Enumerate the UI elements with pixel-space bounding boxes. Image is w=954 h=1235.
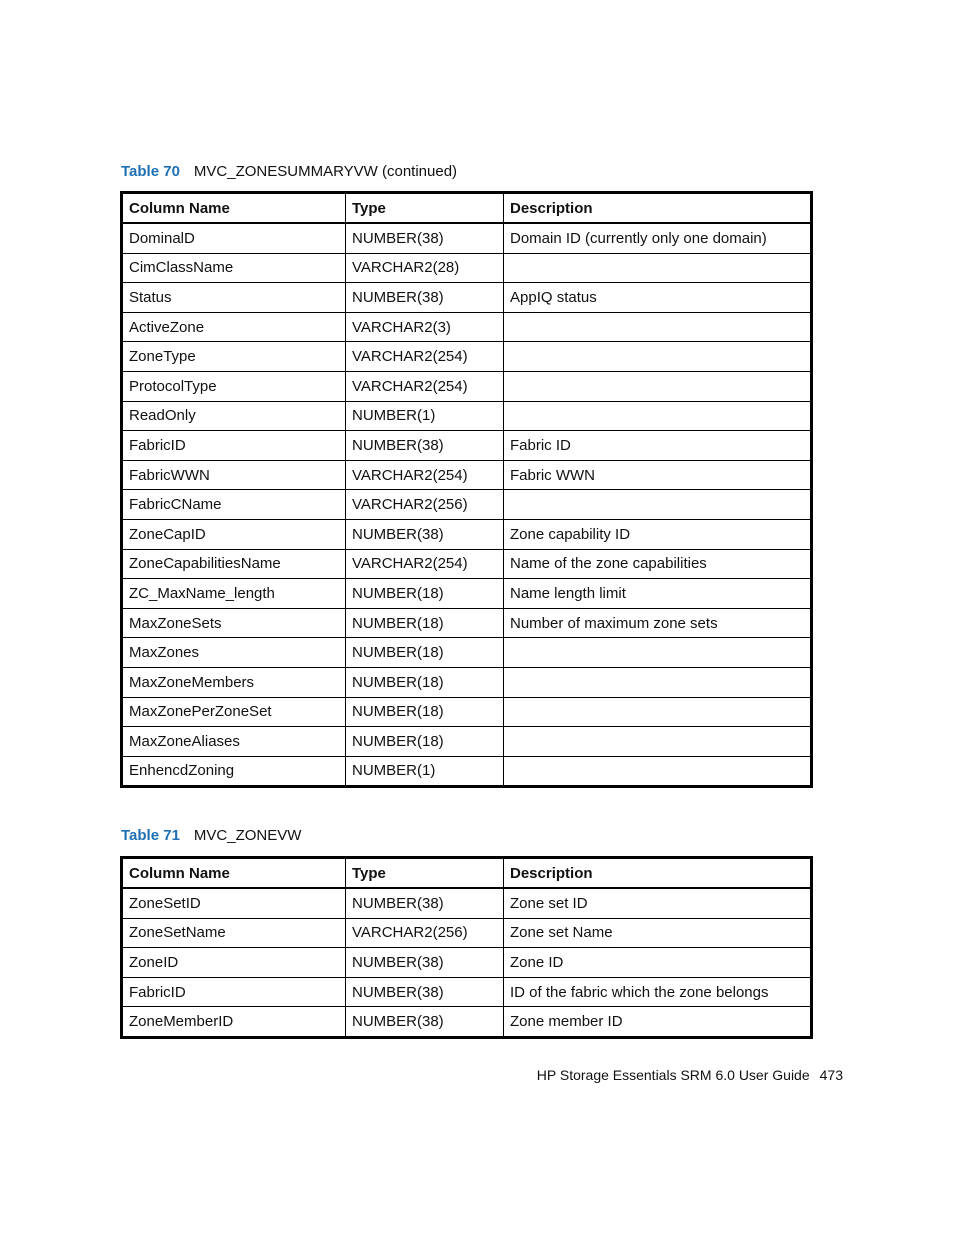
table-row xyxy=(122,697,812,727)
cell-column-name: ReadOnly xyxy=(122,401,346,431)
cell-type: VARCHAR2(256) xyxy=(346,490,504,520)
cell-type: NUMBER(38) xyxy=(346,431,504,461)
table-row xyxy=(122,253,812,283)
cell-column-name: CimClassName xyxy=(122,253,346,283)
page-footer xyxy=(537,1067,843,1083)
cell-description: Zone capability ID xyxy=(504,519,812,549)
cell-type: NUMBER(1) xyxy=(346,401,504,431)
column-header-description: Description xyxy=(504,193,812,224)
cell-description: Fabric ID xyxy=(504,431,812,461)
cell-column-name: ZoneCapID xyxy=(122,519,346,549)
table-row xyxy=(122,756,812,787)
cell-type: VARCHAR2(254) xyxy=(346,371,504,401)
cell-description: AppIQ status xyxy=(504,283,812,313)
cell-column-name: MaxZoneAliases xyxy=(122,727,346,757)
cell-type: VARCHAR2(256) xyxy=(346,918,504,948)
cell-type: NUMBER(38) xyxy=(346,283,504,313)
table-row xyxy=(122,401,812,431)
cell-type: NUMBER(18) xyxy=(346,727,504,757)
table-row xyxy=(122,549,812,579)
cell-column-name: FabricCName xyxy=(122,490,346,520)
table-header-row xyxy=(122,193,812,224)
table-row xyxy=(122,223,812,253)
cell-description: Zone member ID xyxy=(504,1007,812,1038)
column-header-name: Column Name xyxy=(122,858,346,889)
cell-description xyxy=(504,697,812,727)
cell-description xyxy=(504,727,812,757)
cell-description xyxy=(504,312,812,342)
table-row xyxy=(122,371,812,401)
table-71-title: MVC_ZONEVW xyxy=(193,827,302,844)
cell-column-name: FabricID xyxy=(122,431,346,461)
cell-type: VARCHAR2(254) xyxy=(346,342,504,372)
cell-column-name: MaxZoneSets xyxy=(122,608,346,638)
table-row xyxy=(122,460,812,490)
table-row xyxy=(122,977,812,1007)
cell-description: ID of the fabric which the zone belongs xyxy=(504,977,812,1007)
cell-description xyxy=(504,371,812,401)
table-71 xyxy=(120,856,813,1039)
table-row xyxy=(122,1007,812,1038)
table-row xyxy=(122,312,812,342)
table-row xyxy=(122,579,812,609)
cell-type: NUMBER(1) xyxy=(346,756,504,787)
cell-type: NUMBER(38) xyxy=(346,1007,504,1038)
table-row xyxy=(122,888,812,918)
cell-description: Fabric WWN xyxy=(504,460,812,490)
column-header-type: Type xyxy=(346,193,504,224)
cell-column-name: MaxZoneMembers xyxy=(122,667,346,697)
table-row xyxy=(122,727,812,757)
cell-description: Number of maximum zone sets xyxy=(504,608,812,638)
cell-column-name: ActiveZone xyxy=(122,312,346,342)
table-row xyxy=(122,918,812,948)
table-row xyxy=(122,431,812,461)
table-71-label: Table 71 xyxy=(121,827,180,844)
table-row xyxy=(122,638,812,668)
cell-description: Zone set Name xyxy=(504,918,812,948)
table-70-label: Table 70 xyxy=(121,163,180,180)
cell-description: Domain ID (currently only one domain) xyxy=(504,223,812,253)
cell-column-name: EnhencdZoning xyxy=(122,756,346,787)
table-row xyxy=(122,283,812,313)
cell-description xyxy=(504,638,812,668)
column-header-description: Description xyxy=(504,858,812,889)
column-header-type: Type xyxy=(346,858,504,889)
cell-description: Zone ID xyxy=(504,948,812,978)
cell-description xyxy=(504,401,812,431)
cell-type: NUMBER(38) xyxy=(346,888,504,918)
table-header-row xyxy=(122,858,812,889)
cell-description xyxy=(504,756,812,787)
cell-column-name: ZoneSetName xyxy=(122,918,346,948)
cell-column-name: MaxZones xyxy=(122,638,346,668)
cell-column-name: ZC_MaxName_length xyxy=(122,579,346,609)
table-row xyxy=(122,519,812,549)
cell-description xyxy=(504,253,812,283)
cell-description: Name of the zone capabilities xyxy=(504,549,812,579)
cell-column-name: FabricWWN xyxy=(122,460,346,490)
cell-type: NUMBER(38) xyxy=(346,977,504,1007)
footer-guide-title: HP Storage Essentials SRM 6.0 User Guide xyxy=(536,1067,810,1083)
cell-column-name: DominalD xyxy=(122,223,346,253)
cell-type: NUMBER(18) xyxy=(346,579,504,609)
cell-type: NUMBER(18) xyxy=(346,638,504,668)
cell-description xyxy=(504,490,812,520)
cell-description xyxy=(504,667,812,697)
table-row xyxy=(122,948,812,978)
cell-type: VARCHAR2(3) xyxy=(346,312,504,342)
cell-type: VARCHAR2(254) xyxy=(346,549,504,579)
cell-type: NUMBER(38) xyxy=(346,223,504,253)
table-71-caption xyxy=(121,827,301,845)
table-70 xyxy=(120,191,813,788)
table-row xyxy=(122,667,812,697)
cell-type: NUMBER(38) xyxy=(346,948,504,978)
page-number: 473 xyxy=(819,1067,843,1083)
table-70-title: MVC_ZONESUMMARYVW (continued) xyxy=(193,163,458,180)
cell-description: Zone set ID xyxy=(504,888,812,918)
table-row xyxy=(122,490,812,520)
table-row xyxy=(122,608,812,638)
column-header-name: Column Name xyxy=(122,193,346,224)
cell-column-name: ZoneID xyxy=(122,948,346,978)
table-70-body xyxy=(122,223,812,787)
cell-column-name: ZoneType xyxy=(122,342,346,372)
cell-column-name: Status xyxy=(122,283,346,313)
table-row xyxy=(122,342,812,372)
cell-column-name: ProtocolType xyxy=(122,371,346,401)
cell-description xyxy=(504,342,812,372)
cell-type: NUMBER(18) xyxy=(346,608,504,638)
cell-column-name: MaxZonePerZoneSet xyxy=(122,697,346,727)
cell-type: VARCHAR2(28) xyxy=(346,253,504,283)
cell-type: NUMBER(18) xyxy=(346,697,504,727)
cell-description: Name length limit xyxy=(504,579,812,609)
cell-type: NUMBER(38) xyxy=(346,519,504,549)
cell-column-name: ZoneMemberID xyxy=(122,1007,346,1038)
cell-column-name: ZoneCapabilitiesName xyxy=(122,549,346,579)
table-71-body xyxy=(122,888,812,1037)
table-70-caption xyxy=(121,163,457,181)
cell-column-name: FabricID xyxy=(122,977,346,1007)
cell-type: NUMBER(18) xyxy=(346,667,504,697)
cell-type: VARCHAR2(254) xyxy=(346,460,504,490)
cell-column-name: ZoneSetID xyxy=(122,888,346,918)
